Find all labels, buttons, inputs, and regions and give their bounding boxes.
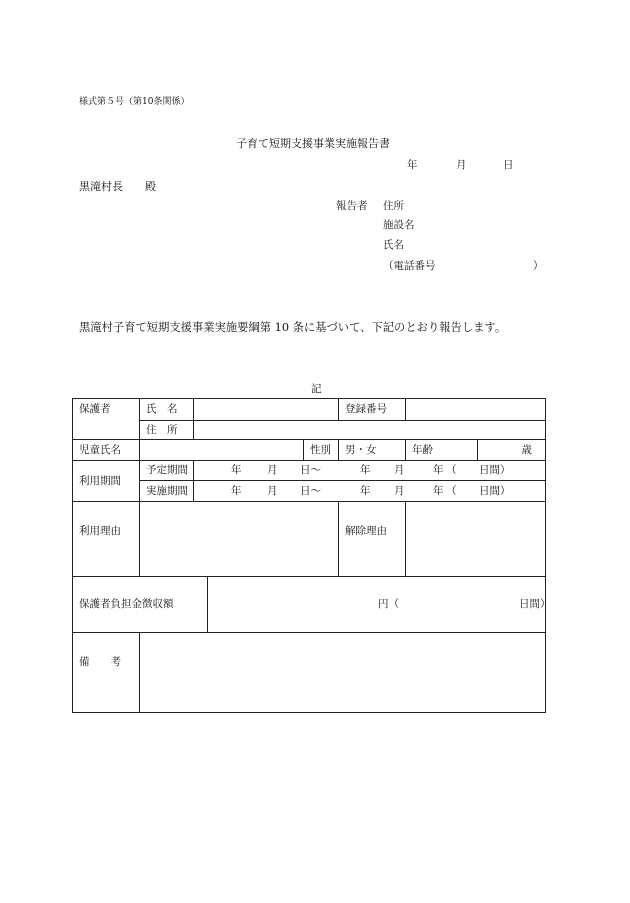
reporter-phone-close: ） (533, 260, 544, 272)
actual-period-row[interactable] (194, 481, 546, 502)
planned-end-year: 年 (360, 464, 371, 476)
child-name-label: 児童氏名 (73, 440, 140, 461)
fee-yen-label: 円（ (378, 598, 399, 610)
guardian-address-label: 住 所 (140, 421, 194, 440)
report-statement: 黒滝村子育て短期支援事業実施要綱第 10 条に基づいて、下記のとおり報告します。 (79, 321, 507, 334)
reporter-phone-label: （電話番号 (383, 260, 436, 272)
reporter-name-label: 氏名 (383, 239, 404, 251)
planned-start-month: 月 (267, 464, 278, 476)
planned-days-label: 日間） (479, 464, 511, 476)
actual-start-month: 月 (267, 484, 278, 497)
fee-field[interactable] (208, 577, 551, 633)
gender-label: 性別 (304, 440, 339, 461)
guardian-name-field[interactable] (194, 399, 339, 421)
document-title: 子育て短期支援事業実施報告書 (236, 137, 390, 150)
age-unit: 歳 (478, 440, 546, 461)
actual-end-month: 月 (394, 484, 405, 497)
report-table (72, 398, 551, 713)
remarks-field[interactable] (140, 633, 546, 713)
actual-days-open: （ (446, 484, 457, 497)
actual-start-year: 年 (231, 484, 242, 497)
planned-start-year: 年 (231, 464, 242, 476)
cancel-reason-field[interactable] (406, 502, 546, 577)
planned-start-day: 日～ (300, 464, 321, 476)
actual-end-year: 年 (360, 484, 371, 497)
fee-label: 保護者負担金徴収額 (73, 577, 208, 633)
gender-options[interactable]: 男・女 (339, 440, 406, 461)
reporter-facility-label: 施設名 (383, 219, 415, 231)
actual-days-label: 日間） (479, 484, 511, 497)
actual-end-day: 年 (433, 484, 444, 497)
reporter-address-label: 住所 (383, 200, 404, 212)
age-label: 年齢 (406, 440, 478, 461)
usage-reason-label: 利用理由 (73, 502, 140, 577)
fee-days-label: 日間） (519, 598, 551, 610)
date-year-label: 年 (407, 159, 418, 171)
date-month-label: 月 (456, 159, 467, 171)
planned-period-row[interactable] (194, 461, 546, 481)
registration-number-label: 登録番号 (339, 399, 406, 421)
ki-heading: 記 (311, 383, 322, 395)
date-day-label: 日 (503, 159, 514, 171)
guardian-address-field[interactable] (194, 421, 546, 440)
actual-period-label: 実施期間 (140, 481, 194, 502)
guardian-label: 保護者 (73, 399, 140, 440)
reporter-label: 報告者 (336, 200, 368, 212)
planned-days-open: （ (446, 464, 457, 476)
addressee: 黒滝村長 殿 (79, 180, 156, 193)
form-number: 様式第５号（第10条関係） (79, 97, 190, 107)
cancel-reason-label: 解除理由 (339, 502, 406, 577)
usage-period-label: 利用期間 (73, 461, 140, 502)
registration-number-field[interactable] (406, 399, 546, 421)
actual-start-day: 日～ (300, 484, 321, 497)
remarks-label: 備 考 (73, 633, 140, 713)
guardian-name-label: 氏 名 (140, 399, 194, 421)
planned-end-day: 年 (433, 464, 444, 476)
usage-reason-field[interactable] (140, 502, 339, 577)
planned-end-month: 月 (394, 464, 405, 476)
child-name-field[interactable] (140, 440, 304, 461)
planned-period-label: 予定期間 (140, 461, 194, 481)
